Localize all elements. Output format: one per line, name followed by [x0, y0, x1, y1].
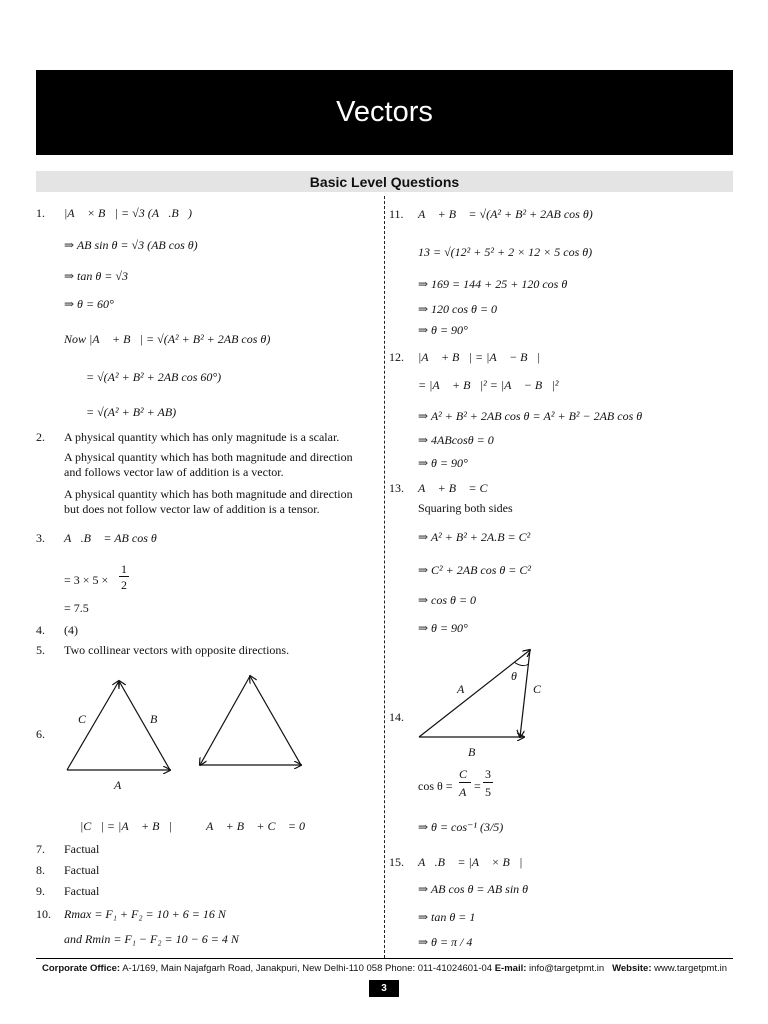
q2-para2-line2: and follows vector law of addition is a vector. [64, 465, 284, 479]
q14-label-b: B⃗ [468, 745, 485, 759]
q15-line3: ⇒ tan θ = 1 [418, 910, 476, 924]
q10-number: 10. [36, 907, 51, 921]
q14-label-a: A⃗ [457, 682, 474, 696]
footer-website-label: Website: [612, 963, 652, 974]
q2-para2-line1: A physical quantity which has both magnitude and direction [64, 450, 353, 464]
q9-answer: Factual [64, 884, 100, 898]
q14-fraction1-bar [459, 782, 471, 783]
q3-line3: = 7.5 [64, 601, 89, 615]
q1-number: 1. [36, 206, 45, 220]
q4-number: 4. [36, 623, 45, 637]
q11-line2: 13 = √(12² + 5² + 2 × 12 × 5 cos θ) [418, 245, 593, 259]
page-number: 3 [381, 983, 387, 994]
footer [36, 963, 733, 974]
q15-number: 15. [389, 855, 404, 869]
q15-line1: A⃗.B⃗ = |A⃗ × B⃗| [418, 855, 523, 869]
q7-number: 7. [36, 842, 45, 856]
q14-line1-prefix: cos θ = [418, 779, 453, 793]
q1-line7: = √(A² + B² + AB) [86, 405, 177, 419]
q15-line2: ⇒ AB cos θ = AB sin θ [418, 882, 529, 896]
q6-tri2-right-arrow [250, 676, 301, 765]
q14-triangle-diagram [419, 650, 550, 759]
q14-vector-c-arrow [520, 650, 530, 737]
q14-fraction2-denominator: 5 [485, 785, 491, 799]
q6-triangle-1 [67, 681, 170, 792]
q11-number: 11. [389, 207, 404, 221]
chapter-title: Vectors [336, 96, 433, 128]
footer-email-label: E-mail: [494, 963, 527, 974]
q14-line2: ⇒ θ = cos⁻¹ (3/5) [418, 820, 504, 834]
q3-number: 3. [36, 531, 45, 545]
q13-line6: ⇒ θ = 90° [418, 621, 468, 635]
q3-fraction-numerator: 1 [121, 562, 127, 576]
footer-office-label: Corporate Office: [41, 963, 121, 974]
q6-label-b: B⃗ [150, 712, 167, 726]
q1-line1: |A⃗ × B⃗| = √3 (A⃗.B⃗) [64, 206, 193, 220]
page-number-badge [369, 980, 399, 997]
q6-triangle-2 [200, 676, 301, 765]
q14-vector-a-arrow [419, 650, 530, 737]
q2-para3-line1: A physical quantity which has both magnitude and direction [64, 487, 353, 501]
q13-line5: ⇒ cos θ = 0 [418, 593, 477, 607]
q6-equation-2: A⃗ + B⃗ + C⃗ = 0 [206, 819, 305, 833]
q12-line4: ⇒ 4ABcosθ = 0 [418, 433, 494, 447]
q14-fraction1-denominator: A⃗ [459, 785, 476, 799]
q3-line1: A⃗.B⃗ = AB cos θ [64, 531, 157, 545]
q2-para3-line2: but does not follow vector law of addition is a tensor. [64, 502, 320, 516]
q12-line3: ⇒ A² + B² + 2AB cos θ = A² + B² − 2AB cos θ [418, 409, 643, 423]
q14-number: 14. [389, 710, 404, 724]
q14-fraction2-numerator: 3 [485, 767, 491, 781]
q6-label-a: A⃗ [114, 778, 131, 792]
q11-line4: ⇒ 120 cos θ = 0 [418, 302, 498, 316]
q13-line3: ⇒ A² + B² + 2A.B = C² [418, 530, 531, 544]
q14-fraction1-numerator: C⃗ [459, 767, 477, 781]
q12-number: 12. [389, 350, 404, 364]
q2-number: 2. [36, 430, 45, 444]
footer-email[interactable]: info@targetpmt.in [529, 963, 605, 974]
q14-fraction-equals: = [474, 779, 481, 793]
q1-line3: ⇒ tan θ = √3 [64, 269, 128, 283]
q12-line2: = |A⃗ + B⃗|² = |A⃗ − B⃗|² [418, 378, 559, 392]
q13-number: 13. [389, 481, 404, 495]
q6-equation-1: |C⃗| = |A⃗ + B⃗| [80, 819, 173, 833]
q13-line1: A⃗ + B⃗ = C⃗ [418, 481, 497, 495]
q5-number: 5. [36, 643, 45, 657]
q3-line2: = 3 × 5 × [64, 573, 109, 587]
footer-rule [36, 958, 733, 959]
q15-line4: ⇒ θ = π / 4 [418, 935, 473, 949]
q1-line6: = √(A² + B² + 2AB cos 60°) [86, 370, 222, 384]
q6-tri2-left-arrow [200, 676, 250, 765]
q7-answer: Factual [64, 842, 100, 856]
q3-fraction-denominator: 2 [121, 578, 127, 592]
q2-para1: A physical quantity which has only magnitude is a scalar. [64, 430, 340, 444]
q13-line4: ⇒ C² + 2AB cos θ = C² [418, 563, 532, 577]
section-heading-text: Basic Level Questions [309, 173, 460, 190]
footer-website[interactable]: www.targetpmt.in [654, 963, 728, 974]
q8-number: 8. [36, 863, 45, 877]
q1-line5: Now |A⃗ + B⃗| = √(A² + B² + 2AB cos θ) [64, 332, 271, 346]
q14-fraction2-bar [483, 782, 493, 783]
q1-line2: ⇒ AB sin θ = √3 (AB cos θ) [64, 238, 198, 252]
q8-answer: Factual [64, 863, 100, 877]
q6-label-c: C⃗ [78, 712, 96, 726]
q14-angle-arc [514, 662, 529, 666]
q4-answer: (4) [64, 623, 78, 637]
q10-line2: and Rmin = F₁ − F₂ = 10 − 6 = 4 N [64, 932, 239, 946]
q12-line5: ⇒ θ = 90° [418, 456, 468, 470]
q14-label-c: C⃗ [533, 682, 551, 696]
q13-line2: Squaring both sides [418, 501, 513, 515]
q1-line4: ⇒ θ = 60° [64, 297, 114, 311]
q10-line1: Rmax = F₁ + F₂ = 10 + 6 = 16 N [64, 907, 226, 921]
q6-number: 6. [36, 727, 45, 741]
q11-line5: ⇒ θ = 90° [418, 323, 468, 337]
q5-answer: Two collinear vectors with opposite directions. [64, 643, 290, 657]
q12-line1: |A⃗ + B⃗| = |A⃗ − B⃗| [418, 350, 541, 364]
q9-number: 9. [36, 884, 45, 898]
q11-line1: A⃗ + B⃗ = √(A² + B² + 2AB cos θ) [418, 207, 593, 221]
q14-label-theta: θ [511, 669, 517, 683]
q11-line3: ⇒ 169 = 144 + 25 + 120 cos θ [418, 277, 568, 291]
footer-office-address: A-1/169, Main Najafgarh Road, Janakpuri, New Delhi-110 058 Phone: 011-41024601-04 [122, 963, 493, 974]
